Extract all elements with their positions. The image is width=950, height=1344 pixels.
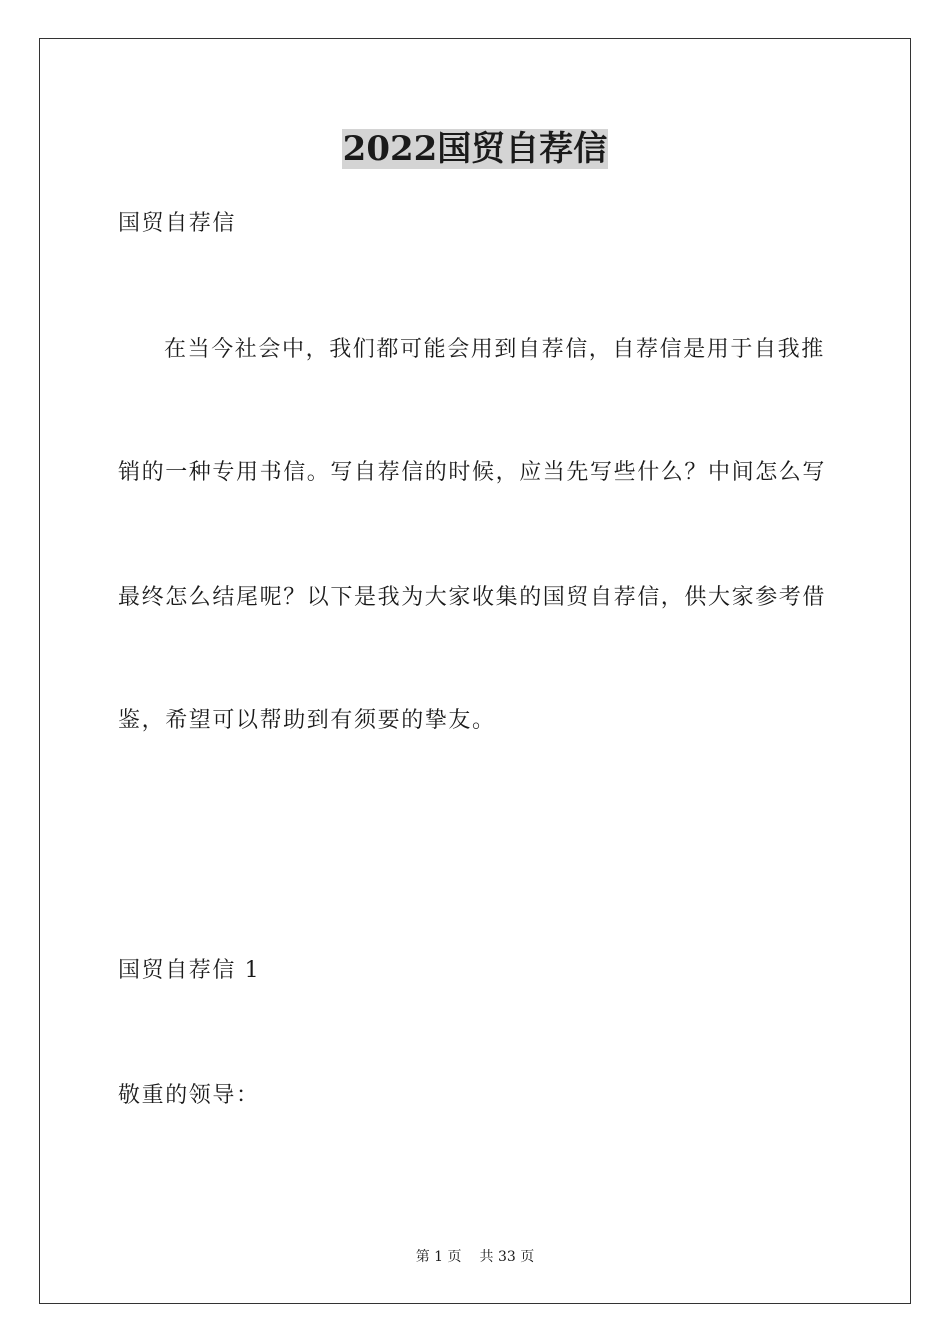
salutation: 敬重的领导： [118,1083,260,1108]
document-title [0,128,950,170]
page-footer [0,1247,950,1267]
intro-line-2: 销的一种专用书信。写自荐信的时候，应当先写些什么？中间怎么写 [118,460,827,485]
document-title-text: 2022国贸自荐信 [342,129,608,169]
intro-line-1: 在当今社会中，我们都可能会用到自荐信，自荐信是用于自我推 [164,337,825,362]
document-subtitle: 国贸自荐信 [118,211,237,236]
page-number-total: 共 33 页 [479,1249,535,1265]
intro-line-3: 最终怎么结尾呢？以下是我为大家收集的国贸自荐信，供大家参考借 [118,585,827,610]
intro-line-4: 鉴，希望可以帮助到有须要的挚友。 [118,708,496,733]
page-number-current: 第 1 页 [415,1249,462,1265]
section-heading: 国贸自荐信 1 [118,958,261,983]
